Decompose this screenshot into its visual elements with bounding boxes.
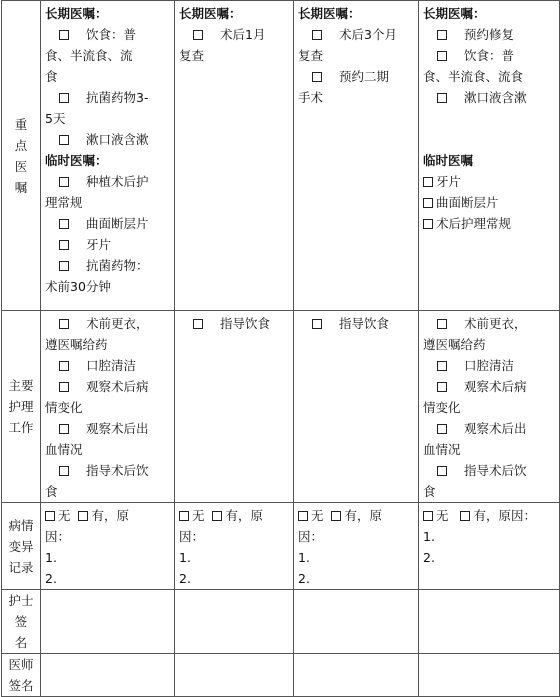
checkbox[interactable] (437, 51, 447, 61)
nurse-signature-field[interactable] (419, 590, 560, 654)
order-item: 抗菌药物： (45, 255, 170, 276)
checkbox[interactable] (437, 382, 447, 392)
order-item: 漱口液含漱 (45, 129, 170, 150)
checkbox[interactable] (59, 93, 69, 103)
order-item: 术后1月 (179, 24, 289, 45)
checkbox[interactable] (193, 319, 203, 329)
checkbox[interactable] (437, 30, 447, 40)
checkbox[interactable] (312, 319, 322, 329)
row-header-doctor-sign: 医师 签名 (2, 654, 41, 697)
orders-col2: 长期医嘱： 术后1月 复查 (175, 1, 294, 311)
long-term-orders-title: 长期医嘱： (423, 6, 486, 21)
order-item: 牙片 (423, 171, 555, 192)
orders-col3: 长期医嘱： 术后3个月 复查 预约二期 手术 (294, 1, 419, 311)
checkbox[interactable] (437, 424, 447, 434)
nursing-item: 术前更衣， (45, 313, 170, 334)
nursing-item: 口腔清洁 (423, 355, 555, 376)
nurse-signature-field[interactable] (294, 590, 419, 654)
checkbox[interactable] (193, 30, 203, 40)
checkbox[interactable] (59, 361, 69, 371)
checkbox-none[interactable] (423, 511, 433, 521)
long-term-orders-title: 长期医嘱： (179, 6, 242, 21)
variation-col3: 无 有，原 因： 1. 2. (294, 503, 419, 590)
nursing-item: 观察术后出 (423, 418, 555, 439)
nursing-item: 术前更衣， (423, 313, 555, 334)
checkbox[interactable] (437, 319, 447, 329)
row-header-nursing: 主要 护理 工作 (2, 311, 41, 503)
order-item: 种植术后护 (45, 171, 170, 192)
nursing-item: 指导术后饮 (45, 460, 170, 481)
checkbox[interactable] (437, 466, 447, 476)
orders-col4: 长期医嘱： 预约修复 饮食：普 食、半流食、流食 漱口液含漱 临时医嘱 牙片 曲面断层片 术后护理常规 (419, 1, 560, 311)
checkbox[interactable] (423, 219, 433, 229)
order-item: 漱口液含漱 (423, 87, 555, 108)
nursing-item: 观察术后病 (423, 376, 555, 397)
order-item: 曲面断层片 (45, 213, 170, 234)
nursing-item: 口腔清洁 (45, 355, 170, 376)
checkbox-yes[interactable] (212, 511, 222, 521)
checkbox[interactable] (312, 30, 322, 40)
nursing-item: 指导饮食 (298, 313, 414, 334)
row-header-orders: 重 点 医 嘱 (2, 1, 41, 311)
checkbox[interactable] (59, 261, 69, 271)
temporary-orders-title: 临时医嘱 (423, 153, 474, 168)
nursing-item: 观察术后出 (45, 418, 170, 439)
checkbox[interactable] (59, 319, 69, 329)
nursing-row (2, 311, 560, 503)
order-item: 牙片 (45, 234, 170, 255)
order-item: 术后3个月 (298, 24, 414, 45)
checkbox[interactable] (59, 382, 69, 392)
checkbox[interactable] (437, 93, 447, 103)
doctor-signature-field[interactable] (294, 654, 419, 697)
checkbox-none[interactable] (298, 511, 308, 521)
variation-col4: 无 有，原因： 1. 2. (419, 503, 560, 590)
order-item: 曲面断层片 (423, 192, 555, 213)
nursing-item: 指导饮食 (179, 313, 289, 334)
checkbox-yes[interactable] (460, 511, 470, 521)
nurse-signature-field[interactable] (175, 590, 294, 654)
clinical-pathway-table (1, 0, 560, 697)
checkbox[interactable] (423, 177, 433, 187)
order-item: 抗菌药物3- (45, 87, 170, 108)
checkbox-none[interactable] (179, 511, 189, 521)
order-item: 预约二期 (298, 66, 414, 87)
checkbox[interactable] (59, 466, 69, 476)
doctor-signature-row (2, 654, 560, 697)
long-term-orders-title: 长期医嘱： (45, 6, 108, 21)
variation-row (2, 503, 560, 590)
row-header-variation: 病情 变异 记录 (2, 503, 41, 590)
nursing-col3 (294, 311, 419, 503)
nurse-signature-row (2, 590, 560, 654)
checkbox[interactable] (59, 240, 69, 250)
checkbox[interactable] (312, 72, 322, 82)
order-item: 饮食：普 (45, 24, 170, 45)
variation-col1: 无 有，原 因： 1. 2. (41, 503, 175, 590)
orders-row (2, 1, 560, 311)
nursing-col4: 术前更衣， 遵医嘱给药 口腔清洁 观察术后病 情变化 观察术后出 血情况 指导术后饮 食 (419, 311, 560, 503)
order-item: 预约修复 (423, 24, 555, 45)
checkbox-none[interactable] (45, 511, 55, 521)
nursing-col2 (175, 311, 294, 503)
nursing-item: 观察术后病 (45, 376, 170, 397)
checkbox[interactable] (423, 198, 433, 208)
checkbox[interactable] (59, 135, 69, 145)
variation-col2: 无 有，原 因： 1. 2. (175, 503, 294, 590)
doctor-signature-field[interactable] (175, 654, 294, 697)
checkbox[interactable] (437, 361, 447, 371)
checkbox[interactable] (59, 30, 69, 40)
nursing-col1: 术前更衣， 遵医嘱给药 口腔清洁 观察术后病 情变化 观察术后出 血情况 指导术后饮 食 (41, 311, 175, 503)
temporary-orders-title: 临时医嘱： (45, 153, 108, 168)
nursing-item: 指导术后饮 (423, 460, 555, 481)
checkbox[interactable] (59, 219, 69, 229)
doctor-signature-field[interactable] (41, 654, 175, 697)
checkbox[interactable] (59, 177, 69, 187)
nurse-signature-field[interactable] (41, 590, 175, 654)
row-header-nurse-sign: 护士 签 名 (2, 590, 41, 654)
order-item: 术后护理常规 (423, 213, 555, 234)
checkbox-yes[interactable] (331, 511, 341, 521)
checkbox-yes[interactable] (78, 511, 88, 521)
order-item: 饮食：普 (423, 45, 555, 66)
doctor-signature-field[interactable] (419, 654, 560, 697)
checkbox[interactable] (59, 424, 69, 434)
orders-col1: 长期医嘱： 饮食：普 食、半流食、流 食 抗菌药物3- 5天 漱口液含漱 临时医嘱： 种植术后护 理常规 曲面断层片 牙片 抗菌药物： 术前30分钟 (41, 1, 175, 311)
long-term-orders-title: 长期医嘱： (298, 6, 361, 21)
